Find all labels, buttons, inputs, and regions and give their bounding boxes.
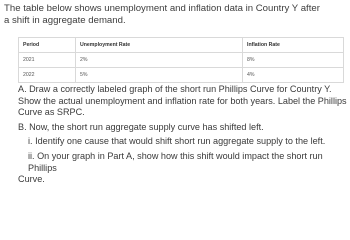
header-inflation-rate: Inflation Rate [243, 38, 344, 53]
cell-period: 2021 [19, 53, 76, 68]
cell-inflation: 4% [243, 68, 344, 83]
table-row [19, 53, 344, 68]
cell-unemployment: 2% [76, 53, 243, 68]
cell-inflation: 8% [243, 53, 344, 68]
table-row [19, 68, 344, 83]
header-unemployment-rate: Unemployment Rate [76, 38, 243, 53]
questions-section [18, 84, 348, 186]
intro-text: The table below shows unemployment and inflation data in Country Y after a shift in aggregate demand. [4, 3, 320, 26]
cell-unemployment: 5% [76, 68, 243, 83]
question-b-ii-line1: ii. On your graph in Part A, show how this shift would impact the short run Phillips [28, 150, 323, 173]
question-b-i: i. Identify one cause that would shift short run aggregate supply to the left. [28, 136, 326, 147]
question-b-ii-line2: Curve. [18, 174, 45, 185]
table-header-row [19, 38, 344, 53]
cell-period: 2022 [19, 68, 76, 83]
question-a: A. Draw a correctly labeled graph of the short run Phillips Curve for Country Y. Show the actual unemployment and inflation rate for both years. Label the Phillips Curve as SRPC. [18, 84, 347, 118]
question-b: B. Now, the short run aggregate supply curve has shifted left. [18, 121, 264, 132]
data-table [18, 37, 344, 83]
question-b-ii [18, 151, 348, 186]
header-period: Period [19, 38, 76, 53]
